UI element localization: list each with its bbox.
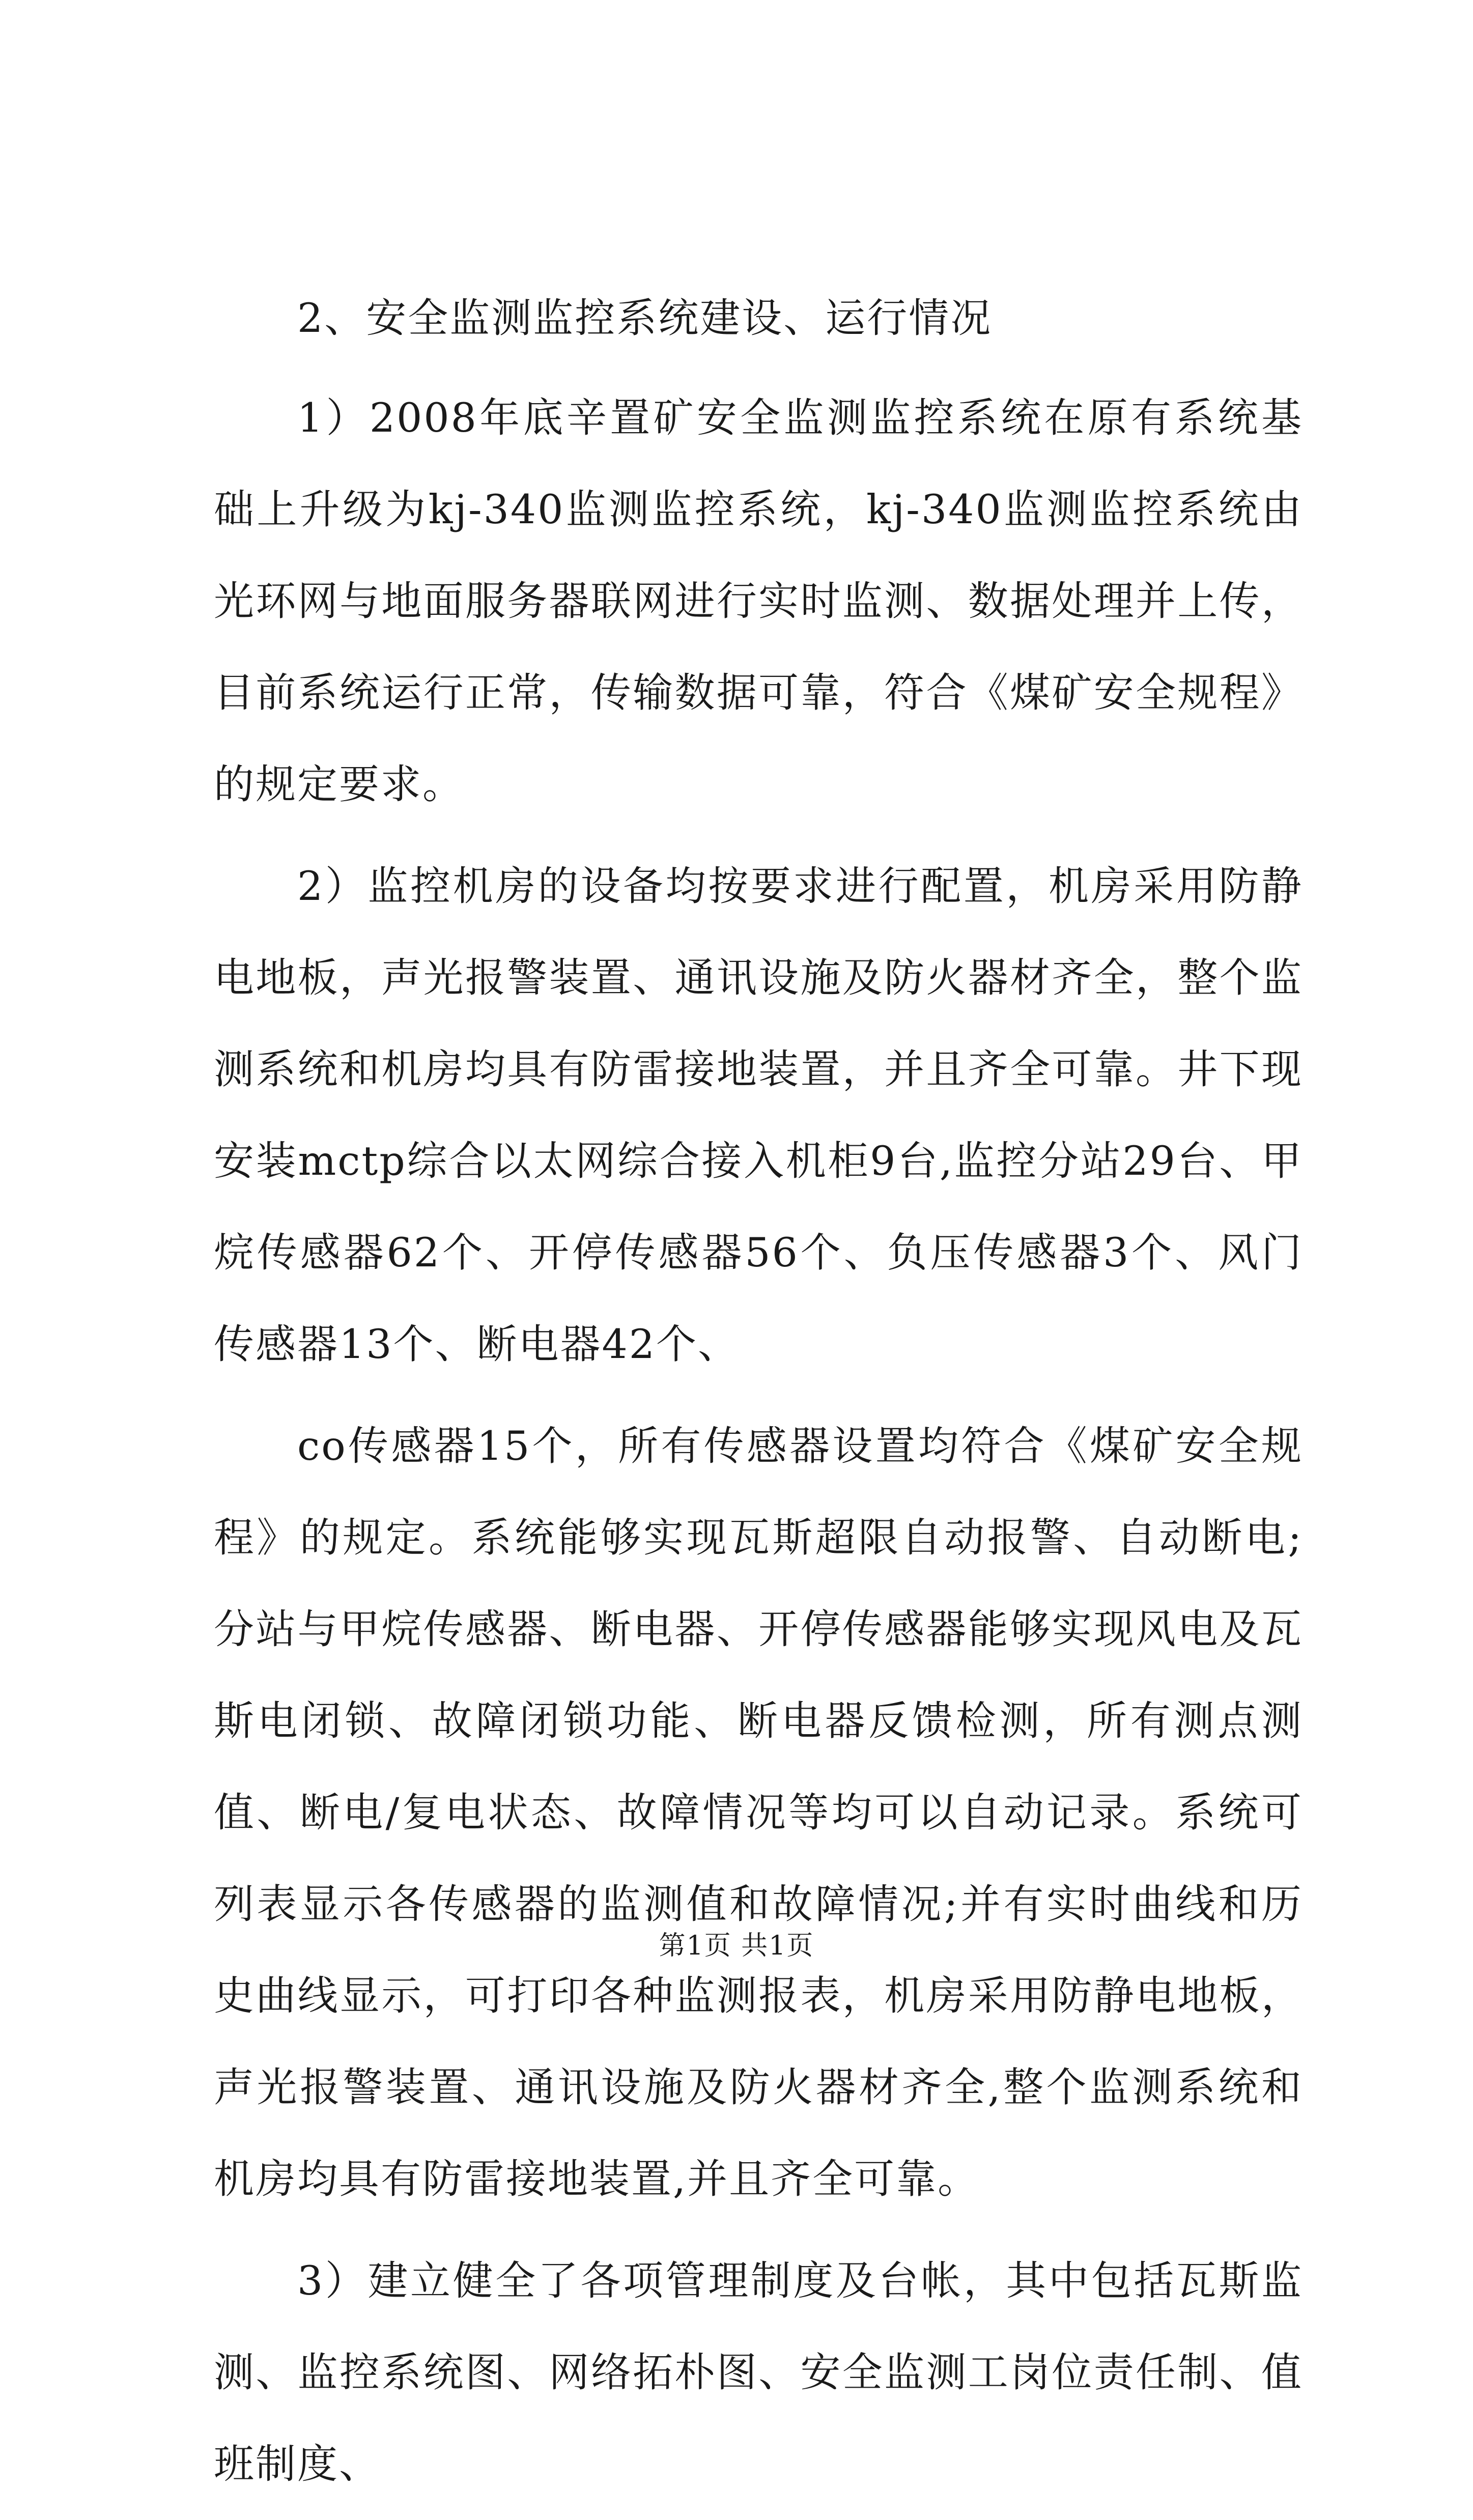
section-heading: 2、安全监测监控系统建设、运行情况 [297, 295, 993, 342]
paragraph-2: 2）监控机房的设备均按要求进行配置，机房采用防静电地板，声光报警装置、通讯设施及防火器材齐全，整个监测系统和机房均具有防雷接地装置，并且齐全可靠。井下现安装mctp综合以太网综合接入机柜9台,监控分站29台、甲烷传感器62个、开停传感器56个、负压传感器3个、风门传感器13个、断电器42个、 [214, 863, 1303, 1368]
paragraph-1: 1）2008年底辛置矿安全监测监控系统在原有系统基础上升级为kj-340监测监控系统，kj-340监测监控系统由光环网与地面服务器联网进行实时监测、数据处理并上传，目前系统运行正常，传输数据可靠，符合《煤矿安全规程》的规定要求。 [214, 394, 1303, 808]
paragraph-3: co传感器15个，所有传感器设置均符合《煤矿安全规程》的规定。系统能够实现瓦斯超限自动报警、自动断电;分站与甲烷传感器、断电器、开停传感器能够实现风电及瓦斯电闭锁、故障闭锁功能、断电器反馈检测，所有测点测值、断电/复电状态、故障情况等均可以自动记录。系统可列表显示各传感器的监测值和故障情况;并有实时曲线和历史曲线显示，可打印各种监测报表，机房采用防静电地板，声光报警装置、通讯设施及防火器材齐全,整个监测系统和机房均具有防雷接地装置,并且齐全可靠。 [214, 1423, 1303, 2202]
paragraph-4: 3）建立健全了各项管理制度及台帐，其中包括瓦斯监测、监控系统图、网络拓朴图、安全监测工岗位责任制、值班制度、 [214, 2257, 1303, 2487]
page-footer: 第1页 共1页 [659, 1931, 814, 1961]
document-body [214, 272, 1303, 2520]
